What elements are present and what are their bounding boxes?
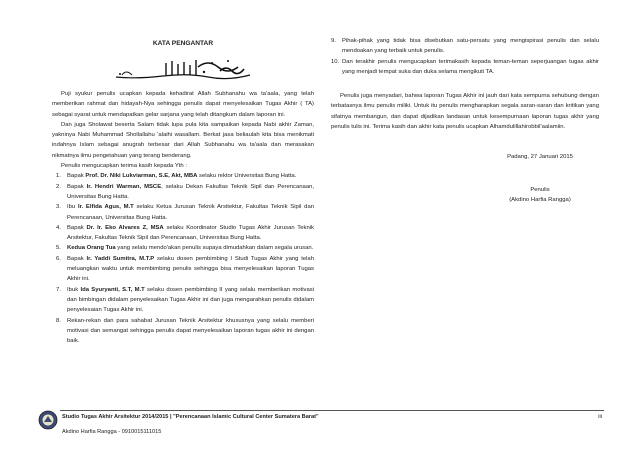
- item-description: selaku dosen pembimbing I Studi Tugas Akhir yang telah meluangkan waktu untuk membimbing penulis sehingga bisa menyelesaikan laporan Tugas Akhir ini.: [67, 255, 314, 283]
- item-text: [67, 202, 314, 223]
- item-person-name: Dr. Ir. Eko Alvares Z, MSA: [86, 224, 164, 231]
- thanks-list-item: [331, 57, 599, 78]
- item-text: [67, 182, 314, 203]
- closing-paragraph: Penulis juga menyadari, bahwa laporan Tugas Akhir ini jauh dari kata sempurna sehubung dengan terbatasnya ilmu penulis miliki. Untuk itu penulis mengharapkan segala saran-saran dan kritikan yang sifatnya membangun, dan dapat dijadikan landasan untuk kesempurnaan laporan tugas akhir yang penulis tulis ini. Terima kasih dan akhir kata penulis ucapkan Alhamdulillahirobbil'aalamiin.: [331, 93, 599, 131]
- item-number: 2.: [56, 183, 61, 190]
- item-description: Rekan-rekan dan para sahabat Jurusan Teknik Arsitektur khususnya yang selalu memberi motivasi dan semangat sehingga penulis dapat menyelesaikan laporan tugas akhir ini dengan baik.: [67, 317, 314, 345]
- item-prefix: Ibuk: [67, 286, 81, 293]
- bismillah-calligraphy: [52, 57, 314, 81]
- thanks-list-item: [52, 223, 314, 244]
- item-description: selaku rektor Universitas Bung Hatta.: [197, 173, 297, 180]
- thanks-list-item: [52, 243, 314, 253]
- item-number: 7.: [56, 286, 61, 293]
- item-text: [67, 316, 314, 347]
- item-description: , selaku Dekan Fakultas Teknik Sipil dan Perencanaan, Universitas Bung Hatta.: [67, 183, 315, 200]
- item-person-name: Ida Syuryanti, S.T, M.T: [80, 286, 145, 293]
- intro-paragraph-2: Dan juga Sholawat beserta Salam tidak lupa pula kita sampaikan kepada Nabi akhir Zaman, yakninya Nabi Muhammad Shollallahu 'alaihi wasallam. Berkat jasa beliaulah kita bisa menikmati indahnya Islam sebagai anugrah terbesar dari Allah Subhanahu wa ta'aala dan merasakan nikmatnya ilmu pengetahuan yang terang benderang.: [52, 121, 314, 159]
- thanks-list: [52, 171, 314, 346]
- item-person-name: Ir. Yaddi Sumitra, M.T.P: [86, 255, 155, 262]
- item-person-name: Prof. Dr. Niki Lukviarman, S.E, Akt, MBA: [85, 173, 198, 180]
- item-text: Pihak-pihak yang tidak bisa disebutkan satu-persatu yang mengispirasi penulis dan selalu mendoakan yang terbaik untuk penulis.: [342, 38, 599, 55]
- item-number: 3.: [56, 204, 61, 211]
- item-prefix: Bapak: [67, 183, 87, 190]
- item-prefix: Bapak: [67, 255, 87, 262]
- university-logo-icon: [38, 410, 58, 430]
- item-number: 4.: [56, 224, 61, 231]
- thanks-list-item: [52, 202, 314, 223]
- item-person-name: Kedua Orang Tua: [67, 245, 116, 252]
- item-number: 6.: [56, 255, 61, 262]
- footer-author: Akdino Harfia Rangga - 0910015111015: [62, 429, 162, 435]
- item-description: selaku Ketua Jurusan Teknik Arsitektur, Fakultas Teknik Sipil dan Perencanaan, Universitas Bung Hatta.: [67, 204, 314, 221]
- thanks-list-item: [52, 316, 314, 347]
- item-text: [67, 254, 314, 285]
- item-prefix: Ibu: [67, 204, 78, 211]
- thanks-list-item: [331, 36, 599, 57]
- page-title: KATA PENGANTAR: [152, 40, 214, 47]
- page-number: iii: [598, 414, 602, 420]
- signer-name: (Akdino Harfia Rangga): [509, 196, 571, 203]
- intro-paragraph-1: Puji syukur penulis ucapkan kepada kehadirat Allah Subhanahu wa ta'aala, yang telah memberikan rahmat dan hidayah-Nya sehingga penulis dapat menyelesaikan Tugas Akhir ( TA) sebagai syarat untuk mendapatkan gelar sarjana yang telah ditangkum dalam laporan ini.: [52, 91, 314, 118]
- thanks-intro: Penulis mengucapkan terima kasih kepada Yth :: [61, 163, 187, 170]
- item-text: [67, 223, 314, 244]
- item-text: [67, 171, 314, 181]
- item-description: selaku dosen pembimbing II yang selalu memberikan motivasi dan bimbingan didalam penyelesaikan Tugas Akhir ini dan juga mengarahkan penulis didalam penyelesaian Tugas Akhir ini.: [67, 286, 314, 314]
- date-line: Padang, 27 Januari 2015: [507, 154, 573, 161]
- item-number: 8.: [56, 317, 61, 324]
- footer-studio-title: Studio Tugas Akhir Arsitektur 2014/2015 | "Perencanaan Islamic Cultural Center Sumatera Barat": [62, 414, 319, 420]
- item-text: [67, 285, 314, 316]
- thanks-list-continued: [331, 36, 599, 77]
- footer-divider: [60, 410, 604, 411]
- item-person-name: Ir. Hendri Warman, MSCE: [86, 183, 162, 190]
- item-number: 10.: [331, 58, 340, 65]
- item-text: Dan terakhir penulis mengucapkan terimakasih kepada teman-teman seperjuangan tugas akhir yang menjadi tempat suka dan duka selama mengikuti TA.: [342, 58, 599, 75]
- item-number: 9.: [331, 38, 336, 44]
- item-prefix: Bapak: [67, 224, 87, 231]
- signer-role: Penulis: [530, 186, 550, 193]
- item-description: yang selalu mendo'akan penulis supaya dimudahkan dalam segala urusan.: [115, 245, 314, 252]
- item-prefix: Bapak: [67, 173, 86, 180]
- left-column: [52, 0, 314, 346]
- item-description: selaku Koordinator Studio Tugas Akhir Jurusan Teknik Arsitektur, Fakultas Teknik Sipil dan Perencanaan, Universitas Bung Hatta.: [67, 224, 314, 242]
- page-footer: [38, 404, 604, 438]
- thanks-list-item: [52, 254, 314, 285]
- thanks-list-item: [52, 182, 314, 203]
- right-column: [331, 36, 599, 205]
- thanks-list-item: [52, 171, 314, 181]
- thanks-list-item: [52, 285, 314, 316]
- item-person-name: Ir. Elfida Agus, M.T: [77, 204, 134, 211]
- item-text: [67, 243, 314, 253]
- item-number: 5.: [56, 245, 61, 252]
- calligraphy-image: [108, 57, 258, 81]
- item-number: 1.: [56, 173, 61, 180]
